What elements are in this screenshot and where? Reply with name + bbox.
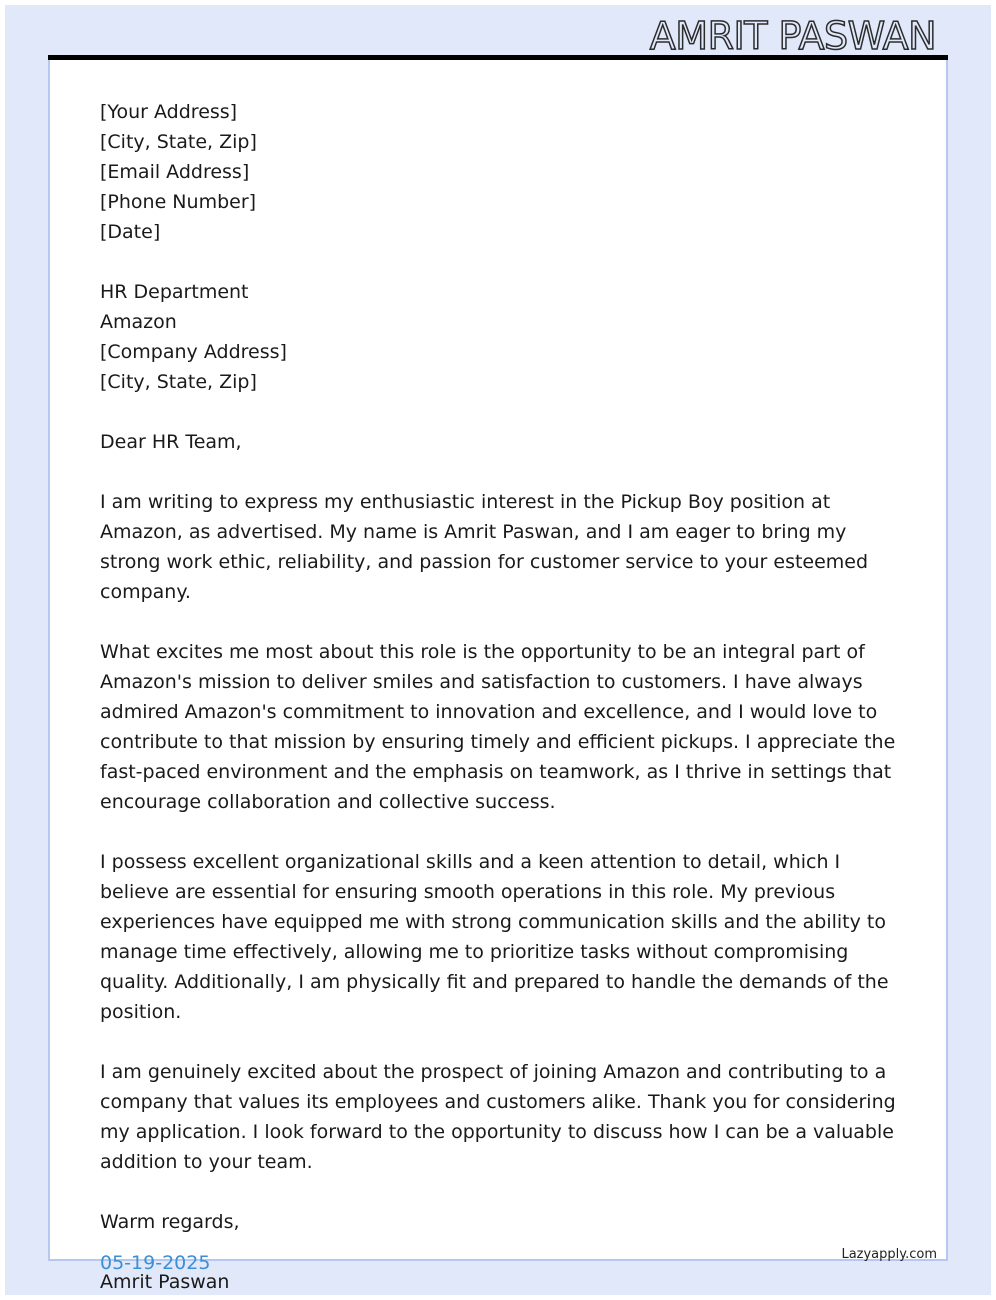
sender-date: [Date] — [100, 221, 161, 243]
sender-city-state-zip: [City, State, Zip] — [100, 131, 257, 153]
signature-name: Amrit Paswan — [100, 1271, 230, 1293]
paragraph-2: What excites me most about this role is the opportunity to be an integral part of Amazon's mission to deliver smiles and satisfaction to customers. I have always admired Amazon's commitment to innovation and excellence, and I would love to contribute to that mission by ensuring timely and efficient pickups. I appreciate the fast-paced environment and the emphasis on teamwork, as I thrive in settings that encourage collaboration and collective success. — [100, 641, 896, 813]
recipient-department: HR Department — [100, 281, 249, 303]
lazyapply-watermark: Lazyapply.com — [841, 1247, 937, 1262]
recipient-address: [Company Address] — [100, 341, 287, 363]
paragraph-4: I am genuinely excited about the prospect of joining Amazon and contributing to a company that values its employees and customers alike. Thank you for considering my application. I look forward to the opportunity to discuss how I can be a valuable addition to your team. — [100, 1061, 896, 1173]
salutation: Dear HR Team, — [100, 431, 242, 453]
recipient-company: Amazon — [100, 311, 177, 333]
recipient-city-state-zip: [City, State, Zip] — [100, 371, 257, 393]
footer-date: 05-19-2025 — [100, 1252, 211, 1274]
applicant-name-header: AMRIT PASWAN — [649, 14, 936, 58]
sender-email: [Email Address] — [100, 161, 250, 183]
closing: Warm regards, — [100, 1211, 240, 1233]
sender-phone: [Phone Number] — [100, 191, 257, 213]
cover-letter-body — [100, 97, 900, 1297]
paragraph-1: I am writing to express my enthusiastic interest in the Pickup Boy position at Amazon, as advertised. My name is Amrit Paswan, and I am eager to bring my strong work ethic, reliability, and passion for customer service to your esteemed company. — [100, 491, 869, 603]
sender-address: [Your Address] — [100, 101, 238, 123]
paragraph-3: I possess excellent organizational skills and a keen attention to detail, which I believe are essential for ensuring smooth operations in this role. My previous experiences have equipped me with strong communication skills and the ability to manage time effectively, allowing me to prioritize tasks without compromising quality. Additionally, I am physically fit and prepared to handle the demands of the position. — [100, 851, 889, 1023]
